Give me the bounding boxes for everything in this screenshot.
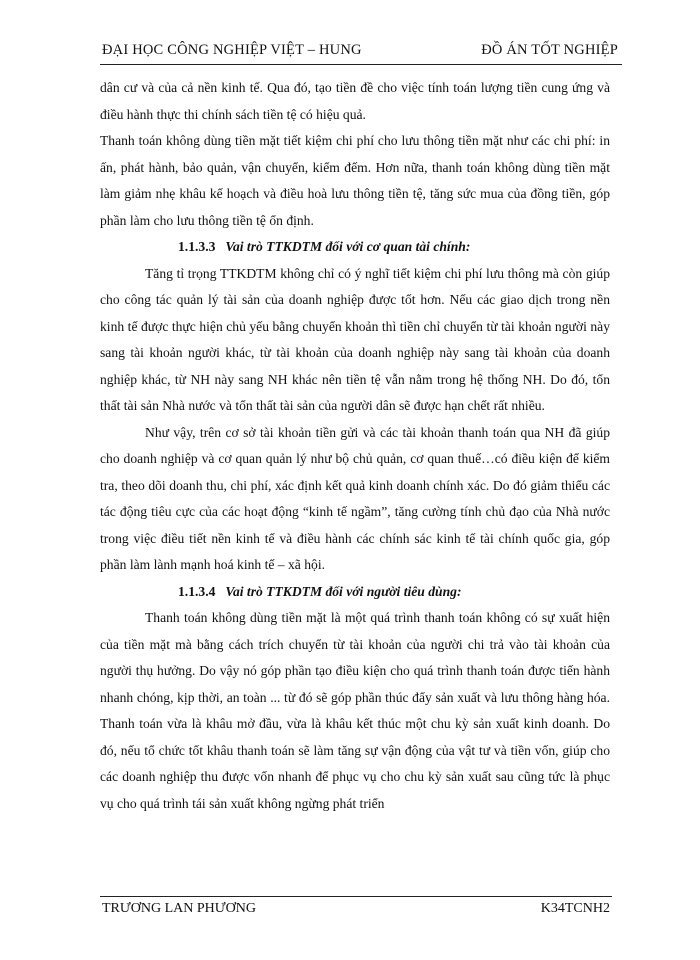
paragraph-5: Thanh toán không dùng tiền mặt là một quá trình thanh toán không có sự xuất hiện của tiền mặt mà bằng cách trích chuyển từ tài khoản của người chi trả vào tài khoản của người thụ hưởng. Do vậy nó góp phần tạo điều kiện cho quá trình thanh toán được tiến hành nhanh chóng, kịp thời, an toàn ... từ đó sẽ góp phần thúc đẩy sản xuất và lưu thông hàng hóa. Thanh toán vừa là khâu mở đầu, vừa là khâu kết thúc một chu kỳ sản xuất kinh doanh. Do đó, nếu tổ chức tốt khâu thanh toán sẽ làm tăng sự vận động của vật tư và tiền vốn, giúp cho các doanh nghiệp thu được vốn nhanh để phục vụ cho chu kỳ sản xuất sau cũng tức là phục vụ cho quá trình tái sản xuất không ngừng phát triển bbox=[100, 610, 610, 811]
section-number: 1.1.3.3 bbox=[178, 239, 216, 254]
paragraph-1: dân cư và của cả nền kinh tế. Qua đó, tạo tiền đề cho việc tính toán lượng tiền cung ứng và điều hành thực thi chính sách tiền tệ có hiệu quả. bbox=[100, 80, 610, 122]
footer-author: TRƯƠNG LAN PHƯƠNG bbox=[102, 901, 256, 916]
page-content bbox=[100, 75, 610, 817]
section-number: 1.1.3.4 bbox=[178, 583, 216, 599]
paragraph-2: Thanh toán không dùng tiền mặt tiết kiệm chi phí cho lưu thông tiền mặt như các chi phí: in ấn, phát hành, bảo quản, vận chuyển, kiểm đếm. Hơn nữa, thanh toán không dùng tiền mặt làm giảm nhẹ khâu kế hoạch và điều hoà lưu thông tiền tệ, tăng sức mua của đồng tiền, góp phần làm cho lưu thông tiền tệ ổn định. bbox=[100, 133, 610, 228]
section-heading-1-1-3-4 bbox=[100, 579, 610, 606]
header-university: ĐẠI HỌC CÔNG NGHIỆP VIỆT – HUNG bbox=[102, 42, 362, 58]
header-document-type: ĐỒ ÁN TỐT NGHIỆP bbox=[481, 42, 618, 58]
page-header bbox=[100, 40, 622, 65]
paragraph-3: Tăng tỉ trọng TTKDTM không chỉ có ý nghĩ tiết kiệm chi phí lưu thông mà còn giúp cho công tác quản lý tài sản của doanh nghiệp được tốt hơn. Nếu các giao dịch trong nền kinh tế được thực hiện chủ yếu bằng chuyển khoản thì tiền chỉ chuyển từ tài khoản người này sang tài khoản người khác, từ tài khoản của doanh nghiệp này sang tài khoản của doanh nghiệp khác, từ NH này sang NH khác nên tiền tệ vẫn nằm trong hệ thống NH. Do đó, tổn thất tài sản Nhà nước và tổn thất tài sản của người dân sẽ được hạn chết rất nhiều. bbox=[100, 265, 610, 413]
page-footer bbox=[100, 896, 612, 916]
section-title: Vai trò TTKDTM đối với cơ quan tài chính: bbox=[225, 239, 471, 254]
paragraph-4: Như vậy, trên cơ sở tài khoản tiền gửi và các tài khoản thanh toán qua NH đã giúp cho doanh nghiệp và cơ quan quản lý như bộ chủ quản, cơ quan thuế…có điều kiện để kiểm tra, theo dõi doanh thu, chi phí, xác định kết quả kinh doanh chính xác. Do đó giảm thiểu các tác động tiêu cực của các hoạt động “kinh tế ngầm”, tăng cường tính chủ đạo của Nhà nước trong việc điều tiết nền kinh tế và điều hành các chính sác kinh tế tài chính quốc gia, góp phần làm lành mạnh hoá kinh tế – xã hội. bbox=[100, 424, 610, 572]
section-title: Vai trò TTKDTM đối với người tiêu dùng: bbox=[225, 583, 462, 599]
section-heading-1-1-3-3 bbox=[100, 234, 610, 261]
footer-class-code: K34TCNH2 bbox=[540, 901, 610, 916]
